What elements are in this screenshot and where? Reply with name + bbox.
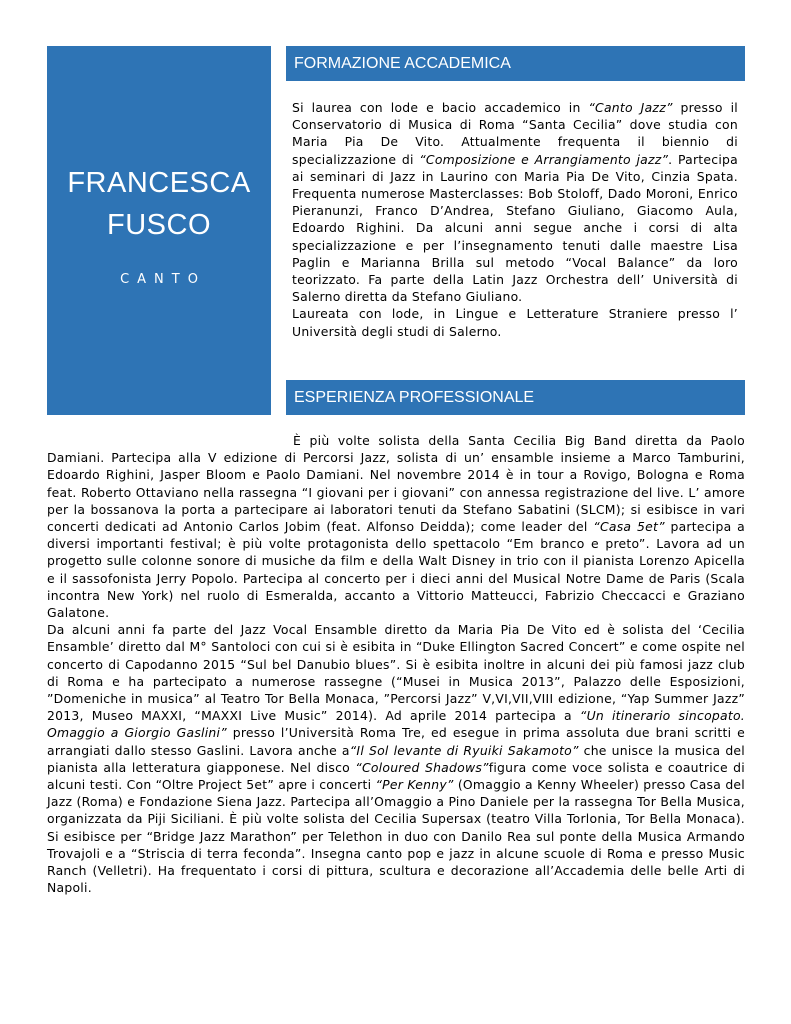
education-paragraph-1: [292, 99, 738, 305]
experience-heading: ESPERIENZA PROFESSIONALE: [286, 380, 745, 415]
text-run-italic: “Casa 5et”: [593, 519, 665, 535]
text-run: Da alcuni anni fa parte del Jazz Vocal Ensamble diretto da Maria Pia De Vito ed è solista del ‘Cecilia Ensamble’ diretto dal M° Santoloci con cui si è esibita in “Duke Ellington Sacred Concert” e come ospite nel concerto di Capodanno 2015 “Sul bel Danubio blues”. Si è esibita inoltre in alcuni dei più famosi jazz club di Roma e ha partecipato a numerose rassegne (“Musei in Musica 2013”, Palazzo delle Esposizioni, ”Domeniche in musica” al Teatro Tor Bella Monaca, ”Percorsi Jazz” V,VI,VII,VIII edizione, “Yap Summer Jazz” 2013, Museo MAXXI, “MAXXI Live Music” 2014). Ad aprile 2014 partecipa a: [47, 622, 745, 724]
text-run-italic: “Per Kenny”: [375, 777, 454, 793]
text-run: . Partecipa ai seminari di Jazz in Laurino con Maria Pia De Vito, Cinzia Spata. Frequenta numerose Masterclasses: Bob Stoloff, Dado Moroni, Enrico Pieranunzi, Franco D’Andrea, Stefano Giuliano, Giacomo Aula, Edoardo Righini. Da alcuni anni segue anche i corsi di alta specializzazione e per l’insegnamento tenuti dalle maestre Lisa Paglin e Marianna Brilla sul metodo “Vocal Balance” da loro teorizzato. Fa parte della Latin Jazz Orchestra dell’ Università di Salerno diretta da Stefano Giuliano.: [292, 151, 738, 305]
profile-sidebar: [47, 46, 271, 415]
education-paragraph-2: Laureata con lode, in Lingue e Letterature Straniere presso l’ Università degli studi di Salerno.: [292, 306, 738, 339]
text-run: (Omaggio a Kenny Wheeler) presso Casa del Jazz (Roma) e Fondazione Siena Jazz. Partecipa all’Omaggio a Pino Daniele per la rassegna Tor Bella Musica, organizzata da Piji Siciliani. È più volte solista del Cecilia Supersax (teatro Villa Torlonia, Tor Bella Monaca). Si esibisce per “Bridge Jazz Marathon” per Telethon in duo con Danilo Rea sul ponte della Musica Armando Trovajoli e a “Striscia di terra feconda”. Insegna canto pop e jazz in alcune scuole di Roma e presso Music Ranch (Velletri). Ha frequentato i corsi di pittura, scultura e decorazione all’Accademia delle belle Arti di Napoli.: [47, 777, 745, 896]
text-run: che unisce la musica del pianista alla letteratura giapponese. Nel disco: [47, 742, 745, 775]
text-run: partecipa a diversi importanti festival; è più volte protagonista dello spettacolo “Em branco e preto”. Lavora ad un progetto sulle colonne sonore di musiche da film e della Walt Disney in trio con il pianista Lorenzo Apicella e il sassofonista Jerry Popolo. Partecipa al concerto per i dieci anni del Musical Notre Dame de Paris (Scala incontra New York) nel ruolo di Esmeralda, accanto a Vittorio Matteucci, Fabrizio Checcacci e Graziano Galatone.: [47, 519, 746, 621]
text-run: Si laurea con lode e bacio accademico in: [292, 100, 589, 115]
person-role: CANTO: [120, 272, 206, 287]
education-text: [292, 99, 738, 340]
education-heading: FORMAZIONE ACCADEMICA: [286, 46, 745, 81]
text-run-italic: “Canto Jazz”: [588, 100, 673, 115]
text-run: figura come voce solista e coautrice di alcuni testi. Con “Oltre Project 5et” apre i concerti: [47, 759, 745, 793]
text-run-italic: “Coloured Shadows”: [355, 759, 489, 775]
text-run: È più volte solista della Santa Cecilia Big Band diretta da Paolo Damiani. Partecipa alla V edizione di Percorsi Jazz, solista di un’ ensamble insieme a Marco Tamburini, Edoardo Righini, Jasper Bloom e Paolo Damiani. Nel novembre 2014 è in tour a Rovigo, Bologna e Roma feat. Roberto Ottaviano nella rassegna “I giovani per i giovani” con annessa registrazione del live. L’ amore per la bossanova la porta a partecipare ai laboratori tenuti da Stefano Sabatini (SLCM); si esibisce in vari concerti dedicati ad Antonio Carlos Jobim (feat. Alfonso Deidda); come leader del: [47, 433, 745, 535]
person-name: [47, 162, 271, 246]
text-run-italic: “Composizione e Arrangiamento jazz”: [419, 151, 669, 167]
experience-paragraph-1: [47, 432, 745, 621]
text-run: presso il Conservatorio di Musica di Roma “Santa Cecilia” dove studia con Maria Pia De Vito. Attualmente frequenta il biennio di specializzazione di: [292, 100, 738, 167]
text-run-italic: “Il Sol levante di Ryuiki Sakamoto”: [349, 742, 579, 758]
text-run-italic: “Un itinerario sincopato. Omaggio a Giorgio Gaslini”: [47, 708, 745, 741]
name-first: FRANCESCA: [67, 167, 251, 199]
experience-paragraph-2: [47, 621, 745, 896]
text-run: presso l’Università Roma Tre, ed esegue in prima assoluta due brani scritti e arrangiati dallo stesso Gaslini. Lavora anche a: [47, 725, 745, 758]
experience-text: [47, 432, 745, 896]
name-last: FUSCO: [107, 209, 211, 241]
